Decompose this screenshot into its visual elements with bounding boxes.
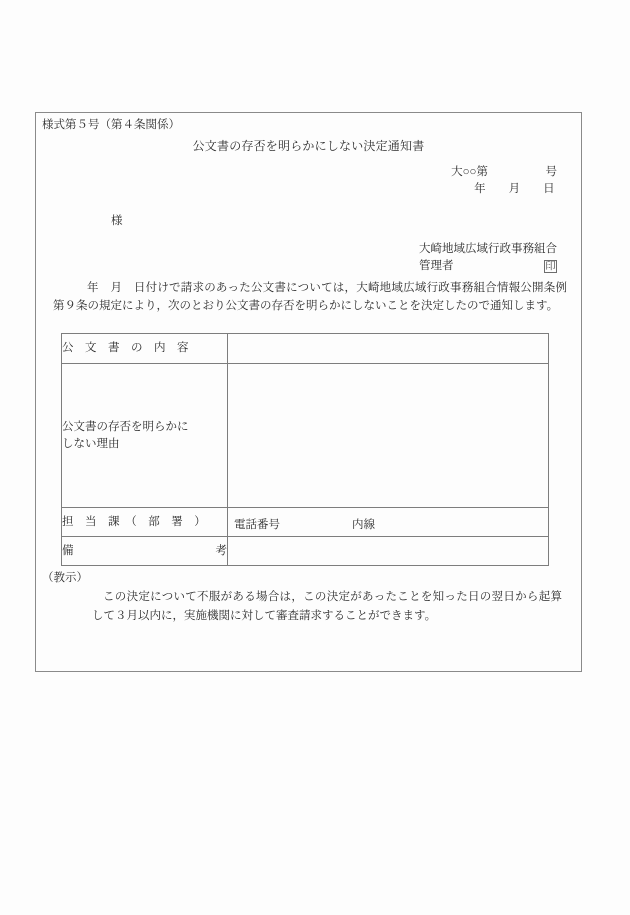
document-number-line: 大○○第 号 <box>451 166 557 178</box>
table-row-remarks <box>62 537 549 566</box>
phone-number-label: 電話番号 <box>234 518 280 531</box>
body-paragraph: 年 月 日付けで請求のあった公文書については，大崎地域広域行政事務組合情報公開条例第９条の規定により，次のとおり公文書の存否を明らかにしないことを決定したので通知します。 <box>53 282 567 312</box>
row-value-remarks[interactable] <box>228 537 549 566</box>
reason-label-line-1: 公文書の存否を明らかに <box>62 420 189 433</box>
appeal-notice-heading: （教示） <box>42 572 88 584</box>
issuer-block <box>419 241 557 275</box>
document-date-line: 年 月 日 <box>451 183 555 195</box>
seal-stamp-icon: 印 <box>545 261 556 272</box>
document-number-block <box>451 164 557 198</box>
decision-details-table <box>61 333 549 566</box>
row-value-document-content[interactable] <box>228 334 549 364</box>
row-label-document-content: 公 文 書 の 内 容 <box>62 334 228 364</box>
form-number-label: 様式第５号（第４条関係） <box>42 119 180 131</box>
addressee-line: 様 <box>111 215 123 227</box>
extension-label: 内線 <box>352 518 375 531</box>
remarks-label-spread <box>62 543 227 560</box>
remarks-label-char-2: 考 <box>215 544 227 557</box>
document-title: 公文書の存否を明らかにしない決定通知書 <box>192 139 425 153</box>
issuer-role-row <box>419 258 557 275</box>
table-row-content <box>62 334 549 364</box>
form-outer-frame <box>35 112 582 672</box>
appeal-notice-text: この決定について不服がある場合は，この決定があったことを知った日の翌日から起算して３月以内に，実施機関に対して審査請求することができます。 <box>92 591 562 622</box>
row-label-department: 担 当 課 （ 部 署 ） <box>62 508 228 537</box>
table-row-reason <box>62 364 549 508</box>
reason-label-line-2: しない理由 <box>62 437 120 450</box>
issuer-organization: 大崎地域広域行政事務組合 <box>419 243 557 255</box>
row-value-department[interactable] <box>228 508 549 537</box>
row-value-nondisclosure-reason[interactable] <box>228 364 549 508</box>
row-label-remarks <box>62 537 228 566</box>
contact-info-row <box>228 511 548 534</box>
table-row-department <box>62 508 549 537</box>
remarks-label-char-1: 備 <box>62 544 74 557</box>
form-content-area <box>36 113 581 671</box>
appeal-notice-section <box>42 569 562 626</box>
row-label-nondisclosure-reason <box>62 364 228 508</box>
issuer-role-label: 管理者 <box>419 260 454 272</box>
